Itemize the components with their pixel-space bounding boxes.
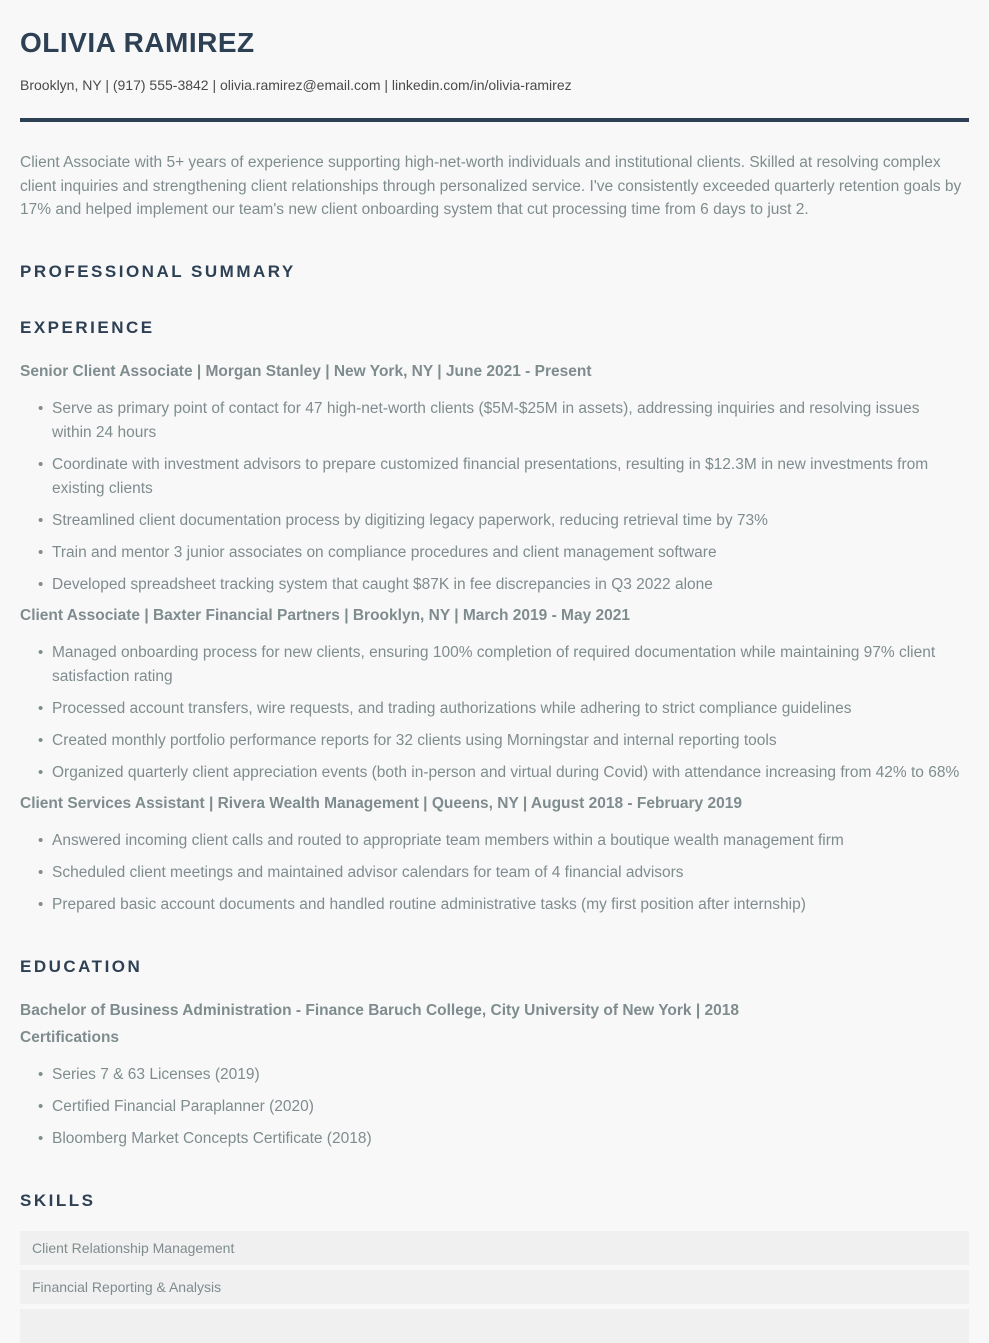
skills-list — [20, 1231, 969, 1343]
job-bullet: • Organized quarterly client appreciation events (both in-person and virtual during Covid) with attendance increasing from 42% to 68% — [40, 761, 960, 785]
section-title-professional-summary: PROFESSIONAL SUMMARY — [20, 261, 296, 281]
job-bullet: • Streamlined client documentation process by digitizing legacy paperwork, reducing retrieval time by 73% — [40, 509, 960, 533]
job-bullet: • Managed onboarding process for new clients, ensuring 100% completion of required documentation while maintaining 97% client satisfaction rating — [40, 641, 960, 689]
job-bullet: • Created monthly portfolio performance reports for 32 clients using Morningstar and internal reporting tools — [40, 729, 960, 753]
skill-item: Financial Reporting & Analysis — [20, 1270, 969, 1304]
header-divider — [20, 118, 969, 122]
skill-item: Client Relationship Management — [20, 1231, 969, 1265]
resume-name: OLIVIA RAMIREZ — [20, 27, 255, 58]
certification-item: • Bloomberg Market Concepts Certificate (2018) — [40, 1127, 960, 1151]
certification-item: • Series 7 & 63 Licenses (2019) — [40, 1063, 960, 1087]
summary-paragraph: Client Associate with 5+ years of experience supporting high-net-worth individuals and institutional clients. Skilled at resolving complex client inquiries and strengthening client relationships through personalized service. I've consistently exceeded quarterly retention goals by 17% and helped implement our team's new client onboarding system that cut processing time from 6 days to just 2. — [20, 154, 962, 218]
degree-line: Bachelor of Business Administration - Finance Baruch College, City University of New York | 2018 — [20, 1001, 739, 1019]
job-bullet: • Developed spreadsheet tracking system that caught $87K in fee discrepancies in Q3 2022 alone — [40, 573, 960, 597]
job-entry — [20, 363, 969, 597]
skill-item — [20, 1309, 969, 1343]
certification-item: • Certified Financial Paraplanner (2020) — [40, 1095, 960, 1119]
job-bullet: • Scheduled client meetings and maintained advisor calendars for team of 4 financial advisors — [40, 861, 960, 885]
job-bullet-list — [20, 641, 969, 785]
job-bullet: • Answered incoming client calls and routed to appropriate team members within a boutique wealth management firm — [40, 829, 960, 853]
section-title-education: EDUCATION — [20, 956, 143, 976]
job-heading: Senior Client Associate | Morgan Stanley | New York, NY | June 2021 - Present — [20, 362, 592, 380]
job-bullet: • Processed account transfers, wire requests, and trading authorizations while adhering to strict compliance guidelines — [40, 697, 960, 721]
job-entry — [20, 795, 969, 917]
job-heading: Client Associate | Baxter Financial Partners | Brooklyn, NY | March 2019 - May 2021 — [20, 606, 631, 624]
certifications-list — [20, 1063, 969, 1151]
job-entry — [20, 607, 969, 785]
certifications-label: Certifications — [20, 1028, 120, 1046]
section-title-experience: EXPERIENCE — [20, 317, 155, 337]
job-bullet: • Coordinate with investment advisors to prepare customized financial presentations, resulting in $12.3M in new investments from existing clients — [40, 453, 960, 501]
job-heading: Client Services Assistant | Rivera Wealth Management | Queens, NY | August 2018 - February 2019 — [20, 794, 742, 812]
job-bullet: • Prepared basic account documents and handled routine administrative tasks (my first position after internship) — [40, 893, 960, 917]
job-bullet: • Train and mentor 3 junior associates on compliance procedures and client management software — [40, 541, 960, 565]
job-bullet-list — [20, 397, 969, 597]
job-bullet: • Serve as primary point of contact for 47 high-net-worth clients ($5M-$25M in assets), addressing inquiries and resolving issues within 24 hours — [40, 397, 960, 445]
section-title-skills: SKILLS — [20, 1190, 96, 1210]
contact-line: Brooklyn, NY | (917) 555-3842 | olivia.ramirez@email.com | linkedin.com/in/olivia-ramirez — [20, 77, 572, 93]
job-bullet-list — [20, 829, 969, 917]
